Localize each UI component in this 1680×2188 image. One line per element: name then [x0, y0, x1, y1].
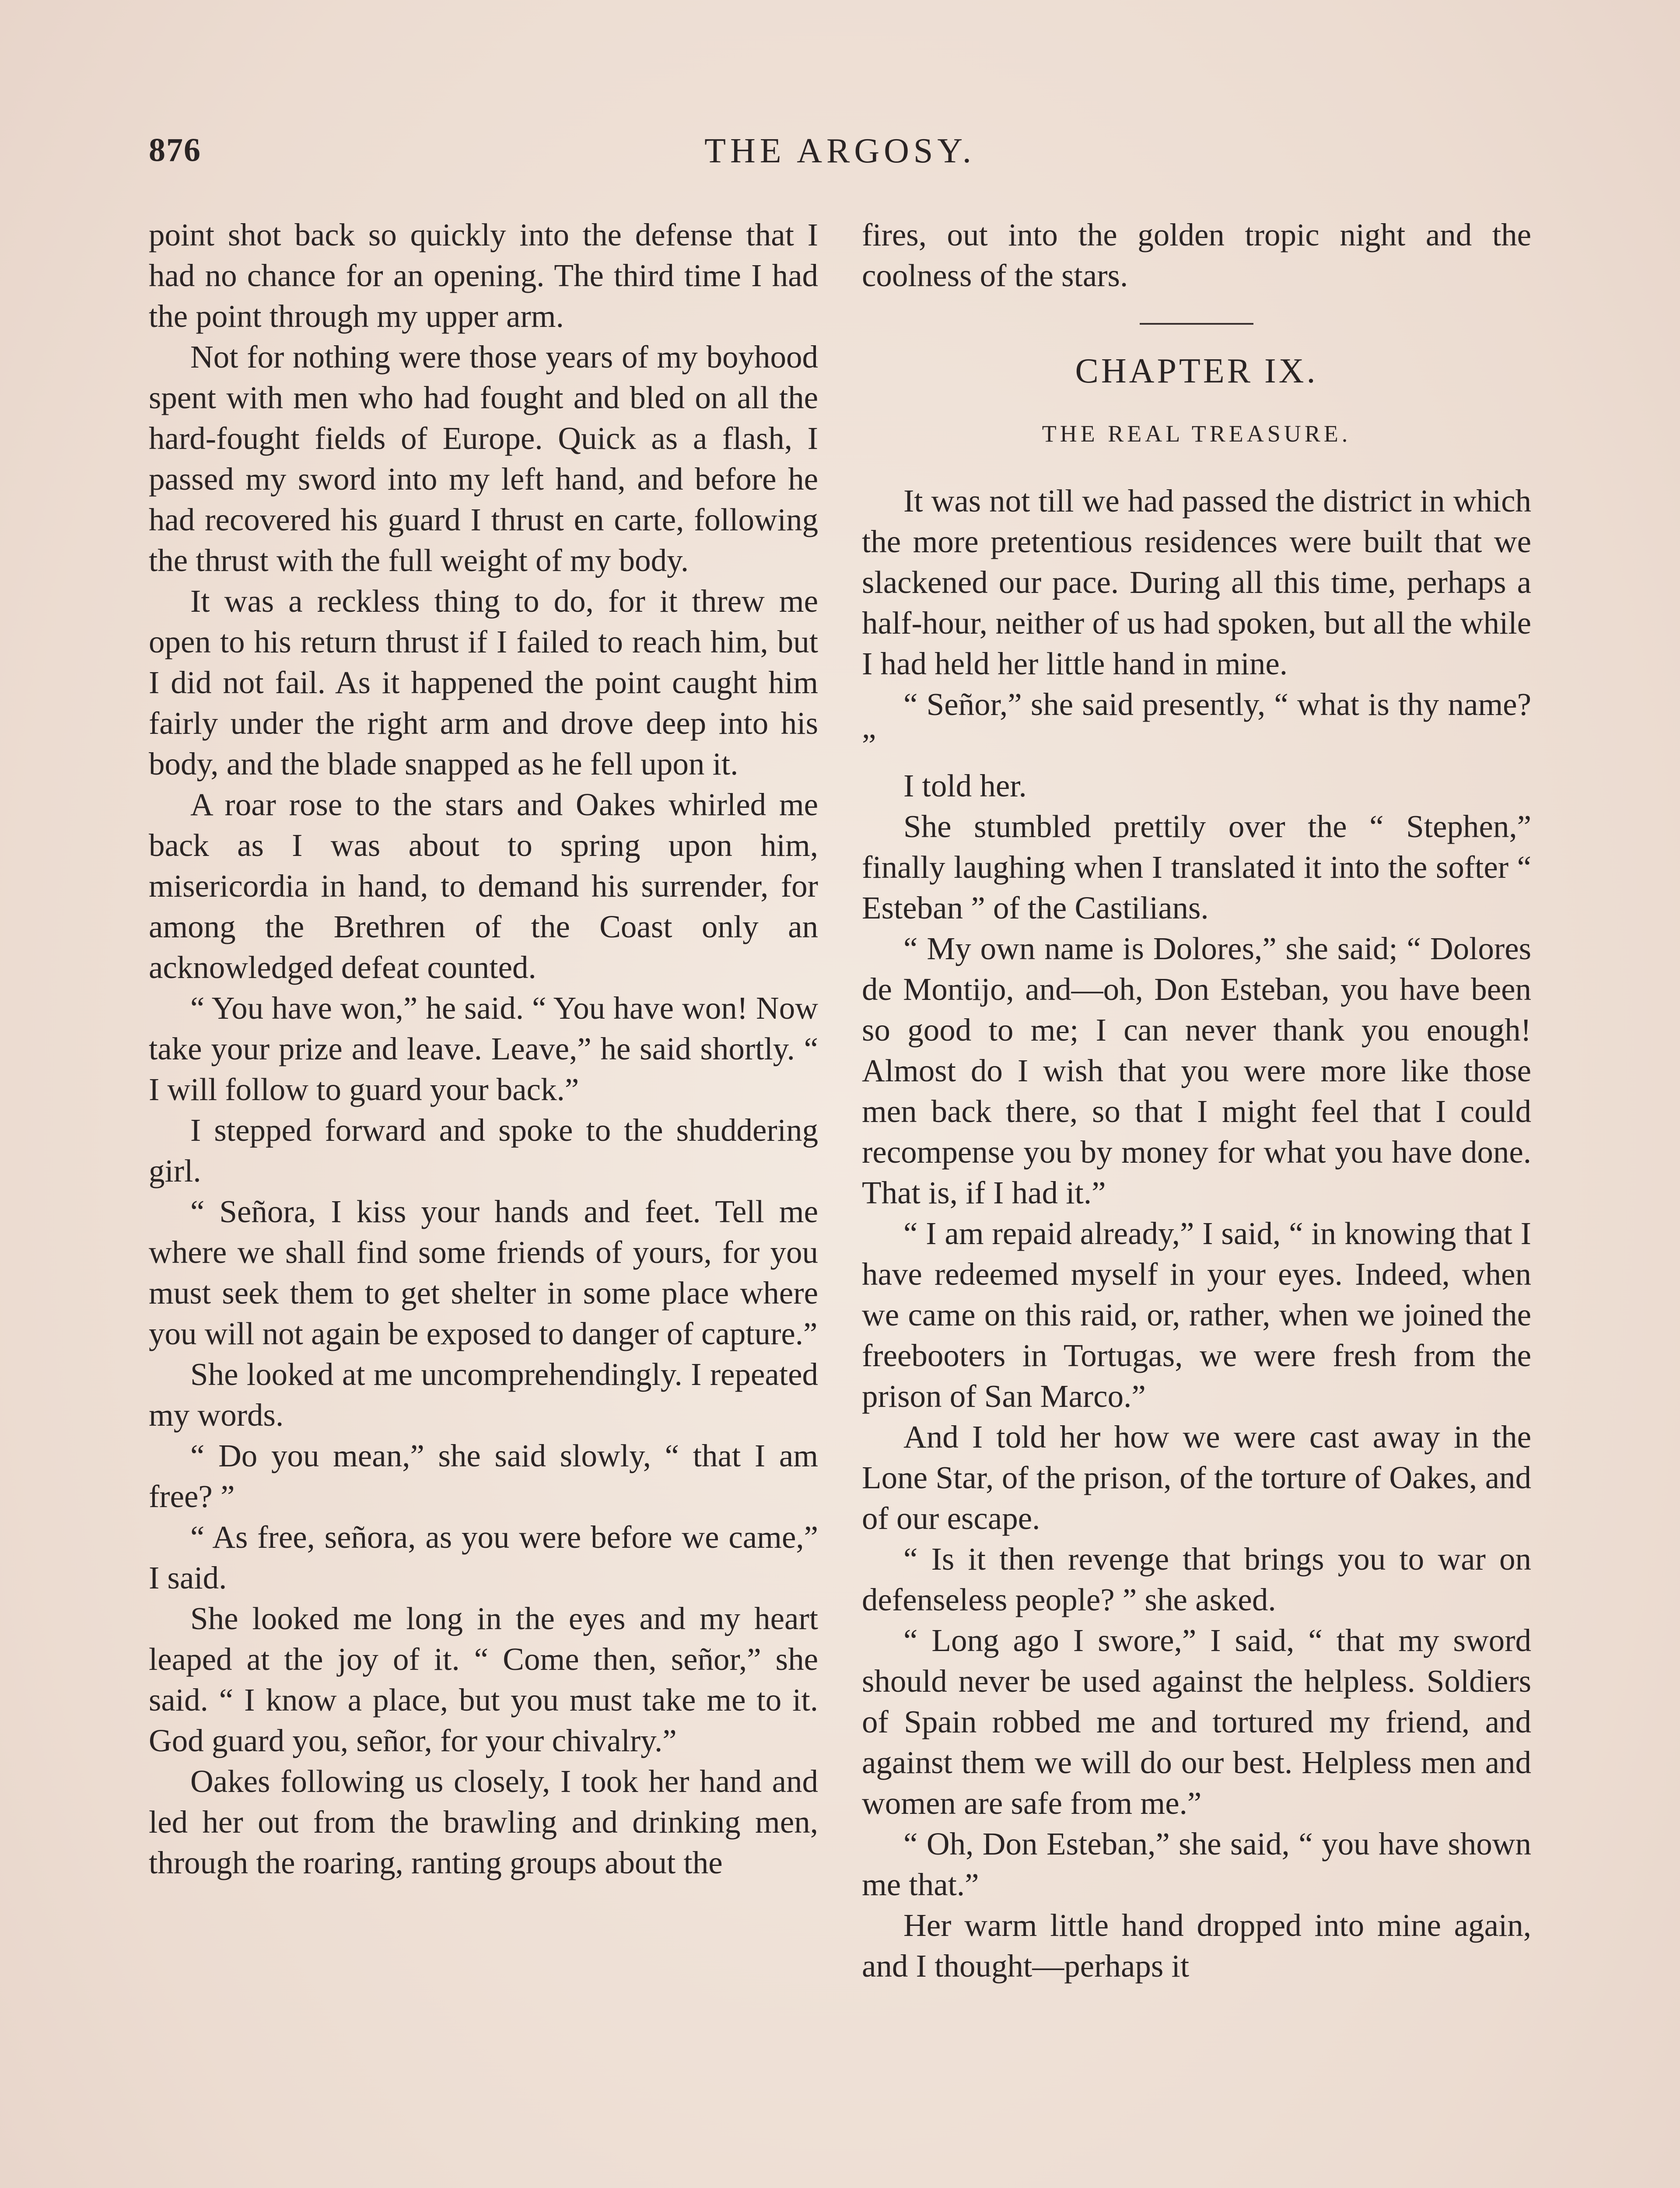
paragraph: She looked me long in the eyes and my heart leaped at the joy of it. “ Come then, señor,” she said. “ I know a place, but you must take me to it. God guard you, señor, for your chivalry.”	[149, 1601, 818, 1758]
paragraph: “ Señor,” she said presently, “ what is thy name? ”	[862, 687, 1531, 763]
paragraph: And I told her how we were cast away in the Lone Star, of the prison, of the torture of Oakes, and of our escape.	[862, 1419, 1531, 1536]
chapter-subtitle: THE REAL TREASURE.	[1042, 421, 1351, 447]
paragraph: “ Do you mean,” she said slowly, “ that I am free? ”	[149, 1438, 818, 1514]
paragraph: “ Oh, Don Esteban,” she said, “ you have shown me that.”	[862, 1826, 1531, 1902]
paragraph: A roar rose to the stars and Oakes whirled me back as I was about to spring upon him, misericordia in hand, to demand his surrender, for among the Brethren of the Coast only an acknowledged defeat counted.	[149, 787, 818, 985]
paragraph: “ Señora, I kiss your hands and feet. Tell me where we shall find some friends of yours, for you must seek them to get shelter in some place where you will not again be exposed to danger of capture.”	[149, 1194, 818, 1351]
paragraph: “ I am repaid already,” I said, “ in knowing that I have redeemed myself in your eyes. Indeed, when we came on this raid, or, rather, when we joined the freebooters in Tortugas, we were fresh from the prison of San Marco.”	[862, 1216, 1531, 1414]
paragraph: She looked at me uncomprehendingly. I repeated my words.	[149, 1357, 818, 1433]
paragraph: It was not till we had passed the district in which the more pretentious residences were built that we slackened our pace. During all this time, perhaps a half-hour, neither of us had spoken, but all the while I had held her little hand in mine.	[862, 483, 1531, 681]
paragraph: “ Long ago I swore,” I said, “ that my sword should never be used against the helpless. Soldiers of Spain robbed me and tortured my friend, and against them we will do our best. Helpless men and women are safe from me.”	[862, 1623, 1531, 1821]
paragraph: “ My own name is Dolores,” she said; “ Dolores de Montijo, and—oh, Don Esteban, you have been so good to me; I can never thank you enough! Almost do I wish that you were more like those men back there, so that I might feel that I could recompense you by money for what you have done. That is, if I had it.”	[862, 931, 1531, 1210]
section-divider	[1140, 323, 1253, 325]
paragraph: “ Is it then revenge that brings you to war on defenseless people? ” she asked.	[862, 1541, 1531, 1617]
paragraph: She stumbled prettily over the “ Stephen,” finally laughing when I translated it into the softer “ Esteban ” of the Castilians.	[862, 809, 1531, 926]
paragraph: Not for nothing were those years of my boyhood spent with men who had fought and bled on all the hard-fought fields of Europe. Quick as a flash, I passed my sword into my left hand, and before he had recovered his guard I thrust en carte, following the thrust with the full weight of my body.	[149, 339, 818, 578]
paragraph: Oakes following us closely, I took her hand and led her out from the brawling and drinking men, through the roaring, ranting groups about the	[149, 1764, 818, 1880]
page-number: 876	[149, 132, 201, 168]
left-column	[149, 214, 818, 1883]
paragraph: “ As free, señora, as you were before we came,” I said.	[149, 1519, 818, 1595]
continued-paragraph: fires, out into the golden tropic night and the coolness of the stars.	[862, 217, 1531, 293]
paragraph: I told her.	[903, 768, 1027, 803]
right-column	[862, 214, 1531, 1986]
paragraph: I stepped forward and spoke to the shuddering girl.	[149, 1112, 818, 1189]
running-title: THE ARGOSY.	[704, 132, 976, 170]
paragraph: It was a reckless thing to do, for it threw me open to his return thrust if I failed to reach him, but I did not fail. As it happened the point caught him fairly under the right arm and drove deep into his body, and the blade snapped as he fell upon it.	[149, 583, 818, 782]
paragraph: “ You have won,” he said. “ You have won! Now take your prize and leave. Leave,” he said shortly. “ I will follow to guard your back.”	[149, 990, 818, 1107]
paragraph: point shot back so quickly into the defense that I had no chance for an opening. The third time I had the point through my upper arm.	[149, 217, 818, 334]
page-header	[149, 131, 1531, 179]
paragraph: Her warm little hand dropped into mine again, and I thought—perhaps it	[862, 1907, 1531, 1984]
chapter-heading: CHAPTER IX.	[1075, 352, 1318, 390]
